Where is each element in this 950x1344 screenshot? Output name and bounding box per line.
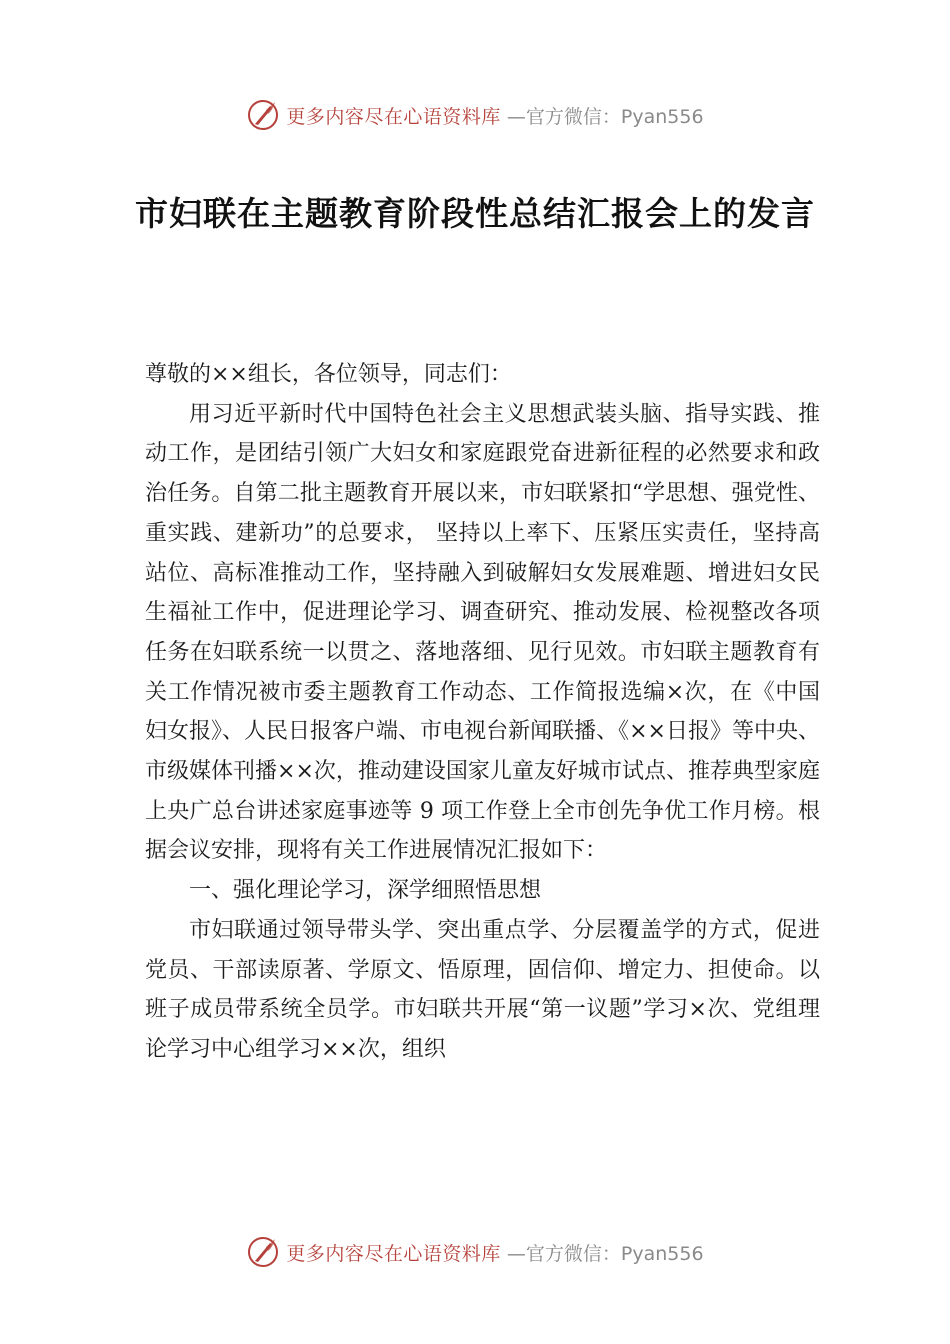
header-brand-text: 更多内容尽在心语资料库 (286, 105, 501, 128)
salutation: 尊敬的××组长，各位领导，同志们： (145, 362, 512, 387)
quill-logo-icon (246, 1235, 280, 1269)
document-title: 市妇联在主题教育阶段性总结汇报会上的发言 (135, 194, 815, 233)
header-banner (0, 95, 950, 135)
document-body (145, 355, 820, 1070)
quill-logo-icon (246, 98, 280, 132)
section-heading: 一、强化理论学习，深学细照悟思想 (189, 878, 542, 904)
footer-brand-text: 更多内容尽在心语资料库 (286, 1242, 501, 1265)
body-paragraph: 市妇联通过领导带头学、突出重点学、分层覆盖学的方式，促进党员、干部读原著、学原文、悟原理，固信仰、增定力、担使命。以班子成员带系统全员学。市妇联共开展“第一议题”学习×次、党组理论学习中心组学习××次，组织 (145, 917, 820, 1062)
footer-banner (0, 1232, 950, 1272)
footer-wechat-text: —官方微信：Pyan556 (506, 1242, 704, 1265)
header-wechat-text: —官方微信：Pyan556 (506, 105, 704, 128)
body-paragraph: 用习近平新时代中国特色社会主义思想武装头脑、指导实践、推动工作，是团结引领广大妇女和家庭跟党奋进新征程的必然要求和政治任务。自第二批主题教育开展以来，市妇联紧扣“学思想、强党性、重实践、建新功”的总要求， 坚持以上率下、压紧压实责任，坚持高站位、高标准推动工作，坚持融入到破解妇女发展难题、增进妇女民生福祉工作中，促进理论学习、调查研究、推动发展、检视整改各项任务在妇联系统一以贯之、落地落细、见行见效。市妇联主题教育有关工作情况被市委主题教育工作动态、工作简报选编×次，在《中国妇女报》、人民日报客户端、市电视台新闻联播、《××日报》等中央、市级媒体刊播××次，推动建设国家儿童友好城市试点、推荐典型家庭上央广总台讲述家庭事迹等 9 项工作登上全市创先争优工作月榜。根据会议安排，现将有关工作进展情况汇报如下： (145, 401, 820, 864)
